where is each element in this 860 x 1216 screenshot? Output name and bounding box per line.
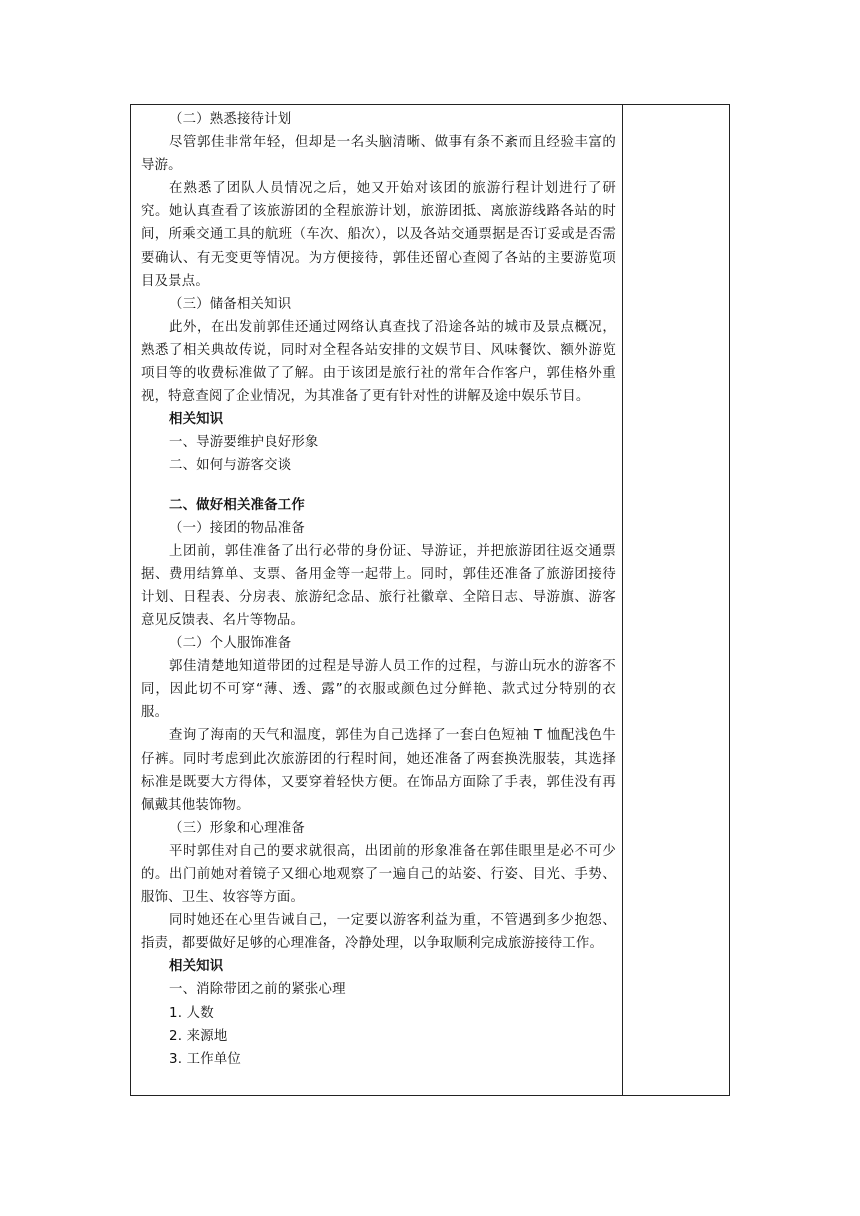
subheading-familiar-plan: （二）熟悉接待计划 bbox=[169, 112, 292, 127]
list-item: 二、如何与游客交谈 bbox=[169, 458, 292, 474]
list-item: 一、导游要维护良好形象 bbox=[169, 435, 319, 451]
list-heading: 一、消除带团之前的紧张心理 bbox=[169, 982, 346, 998]
blank-line bbox=[141, 478, 616, 494]
related-knowledge-heading: 相关知识 bbox=[169, 959, 224, 975]
paragraph: 在熟悉了团队人员情况之后，她又开始对该团的旅游行程计划进行了研究。她认真查看了该旅游团的全程旅游计划，旅游团抵、离旅游线路各站的时间，所乘交通工具的航班（车次、船次），以及各站交通票据是否订妥或是否需要确认、有无变更等情况。为方便接待，郭佳还留心查阅了各站的主要游览项目及景点。 bbox=[141, 181, 616, 289]
subheading-items-prep: （一）接团的物品准备 bbox=[169, 520, 305, 536]
related-knowledge-heading: 相关知识 bbox=[169, 412, 224, 428]
subheading-knowledge-reserve: （三）储备相关知识 bbox=[169, 296, 292, 312]
content-cell bbox=[131, 105, 622, 1095]
lesson-table bbox=[130, 104, 730, 1096]
paragraph: 查询了海南的天气和温度，郭佳为自己选择了一套白色短袖 T 恤配浅色牛仔裤。同时考虑到此次旅游团的行程时间，她还准备了两套换洗服装，其选择标准是既要大方得体，又要穿着轻快方便。在饰品方面除了手表，郭佳没有再佩戴其他装饰物。 bbox=[141, 728, 616, 813]
paragraph: 平时郭佳对自己的要求就很高，出团前的形象准备在郭佳眼里是必不可少的。出门前她对着镜子又细心地观察了一遍自己的站姿、行姿、目光、手势、服饰、卫生、妆容等方面。 bbox=[141, 843, 616, 906]
paragraph: 上团前，郭佳准备了出行必带的身份证、导游证，并把旅游团往返交通票据、费用结算单、支票、备用金等一起带上。同时，郭佳还准备了旅游团接待计划、日程表、分房表、旅游纪念品、旅行社徽章、全陪日志、导游旗、游客意见反馈表、名片等物品。 bbox=[141, 543, 616, 628]
numbered-item: 2. 来源地 bbox=[169, 1028, 228, 1044]
paragraph: 尽管郭佳非常年轻，但却是一名头脑清晰、做事有条不紊而且经验丰富的导游。 bbox=[141, 135, 616, 174]
subheading-image-psych-prep: （三）形象和心理准备 bbox=[169, 820, 305, 836]
numbered-item: 1. 人数 bbox=[169, 1005, 214, 1021]
paragraph: 郭佳清楚地知道带团的过程是导游人员工作的过程，与游山玩水的游客不同，因此切不可穿“薄、透、露”的衣服或颜色过分鲜艳、款式过分特别的衣服。 bbox=[141, 659, 616, 721]
subheading-attire-prep: （二）个人服饰准备 bbox=[169, 636, 292, 652]
numbered-item: 3. 工作单位 bbox=[169, 1051, 241, 1067]
paragraph: 此外，在出发前郭佳还通过网络认真查找了沿途各站的城市及景点概况，熟悉了相关典故传说，同时对全程各站安排的文娱节目、风味餐饮、额外游览项目等的收费标准做了了解。由于该团是旅行社的常年合作客户，郭佳格外重视，特意查阅了企业情况，为其准备了更有针对性的讲解及途中娱乐节目。 bbox=[141, 319, 616, 405]
section-heading: 二、做好相关准备工作 bbox=[169, 497, 305, 513]
paragraph: 同时她还在心里告诫自己，一定要以游客利益为重，不管遇到多少抱怨、指责，都要做好足够的心理准备，冷静处理，以争取顺利完成旅游接待工作。 bbox=[141, 913, 616, 952]
notes-cell bbox=[623, 105, 729, 1095]
